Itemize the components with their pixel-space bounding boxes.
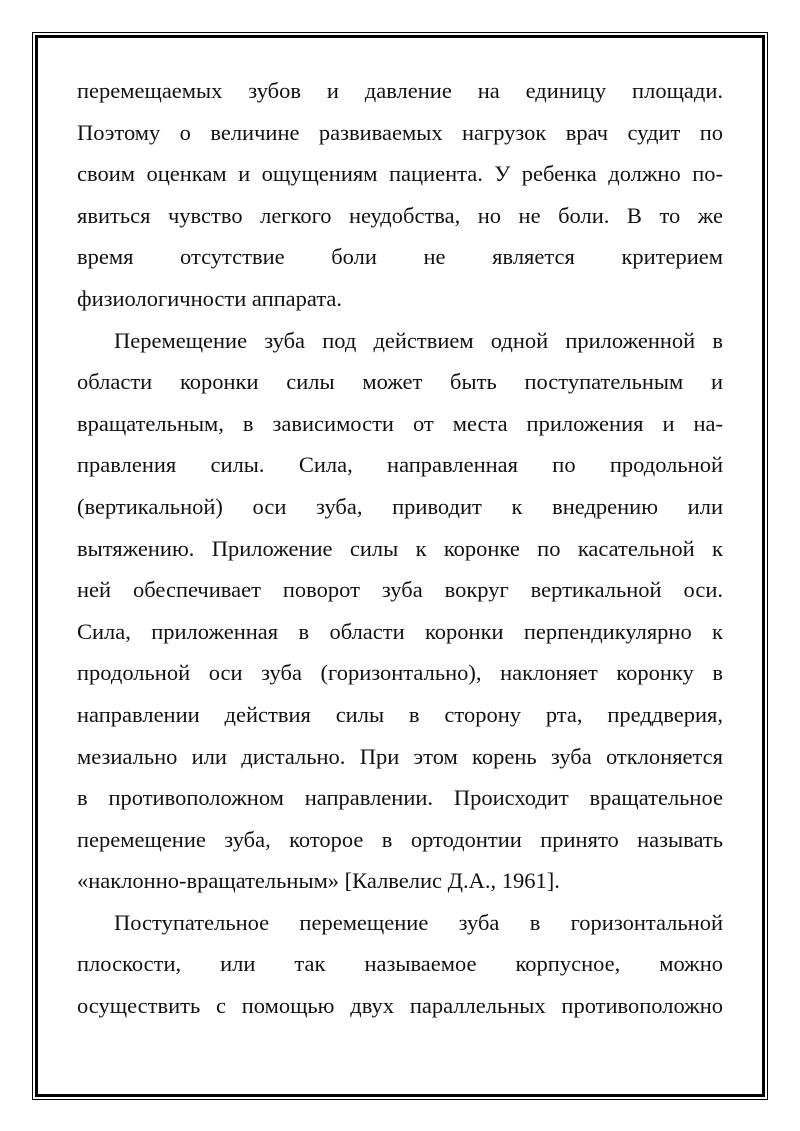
text-line: перемещение зуба, которое в ортодонтии принято называть (77, 826, 723, 852)
text-line: своим оценкам и ощущениям пациента. У ребенка должно по- (77, 161, 723, 187)
document-body (77, 70, 723, 1027)
text-line: Сила, приложенная в области коронки перпендикулярно к (77, 618, 723, 644)
text-line: мезиально или дистально. При этом корень зуба отклоняется (77, 743, 723, 769)
text-line: вытяжению. Приложение силы к коронке по касательной к (77, 535, 723, 561)
paragraph-3 (77, 902, 723, 1027)
text-line: Перемещение зуба под действием одной приложенной в (114, 327, 723, 353)
paragraph-2 (77, 320, 723, 902)
text-line: Поэтому о величине развиваемых нагрузок врач судит по (77, 119, 723, 145)
text-line: время отсутствие боли не является критерием (77, 244, 723, 270)
text-line: вращательным, в зависимости от места приложения и на- (77, 410, 723, 436)
text-line: перемещаемых зубов и давление на единицу площади. (77, 78, 723, 103)
text-line: физиологичности аппарата. (77, 285, 343, 311)
text-line: Поступательное перемещение зуба в горизонтальной (114, 909, 723, 935)
text-line: области коронки силы может быть поступательным и (77, 369, 723, 395)
text-line: явиться чувство легкого неудобства, но не боли. В то же (77, 202, 723, 228)
text-line: продольной оси зуба (горизонтально), наклоняет коронку в (77, 660, 723, 686)
text-line: ней обеспечивает поворот зуба вокруг вертикальной оси. (77, 577, 723, 603)
paragraph-1 (77, 70, 723, 320)
text-line: в противоположном направлении. Происходит вращательное (77, 785, 723, 811)
text-line: направлении действия силы в сторону рта, преддверия, (77, 701, 723, 727)
text-line: правления силы. Сила, направленная по продольной (77, 452, 723, 478)
text-line: (вертикальной) оси зуба, приводит к внедрению или (77, 493, 723, 519)
text-line: осуществить с помощью двух параллельных противоположно (77, 993, 723, 1019)
text-line: плоскости, или так называемое корпусное, можно (77, 951, 723, 977)
text-line: «наклонно-вращательным» [Калвелис Д.А., 1961]. (77, 868, 560, 894)
